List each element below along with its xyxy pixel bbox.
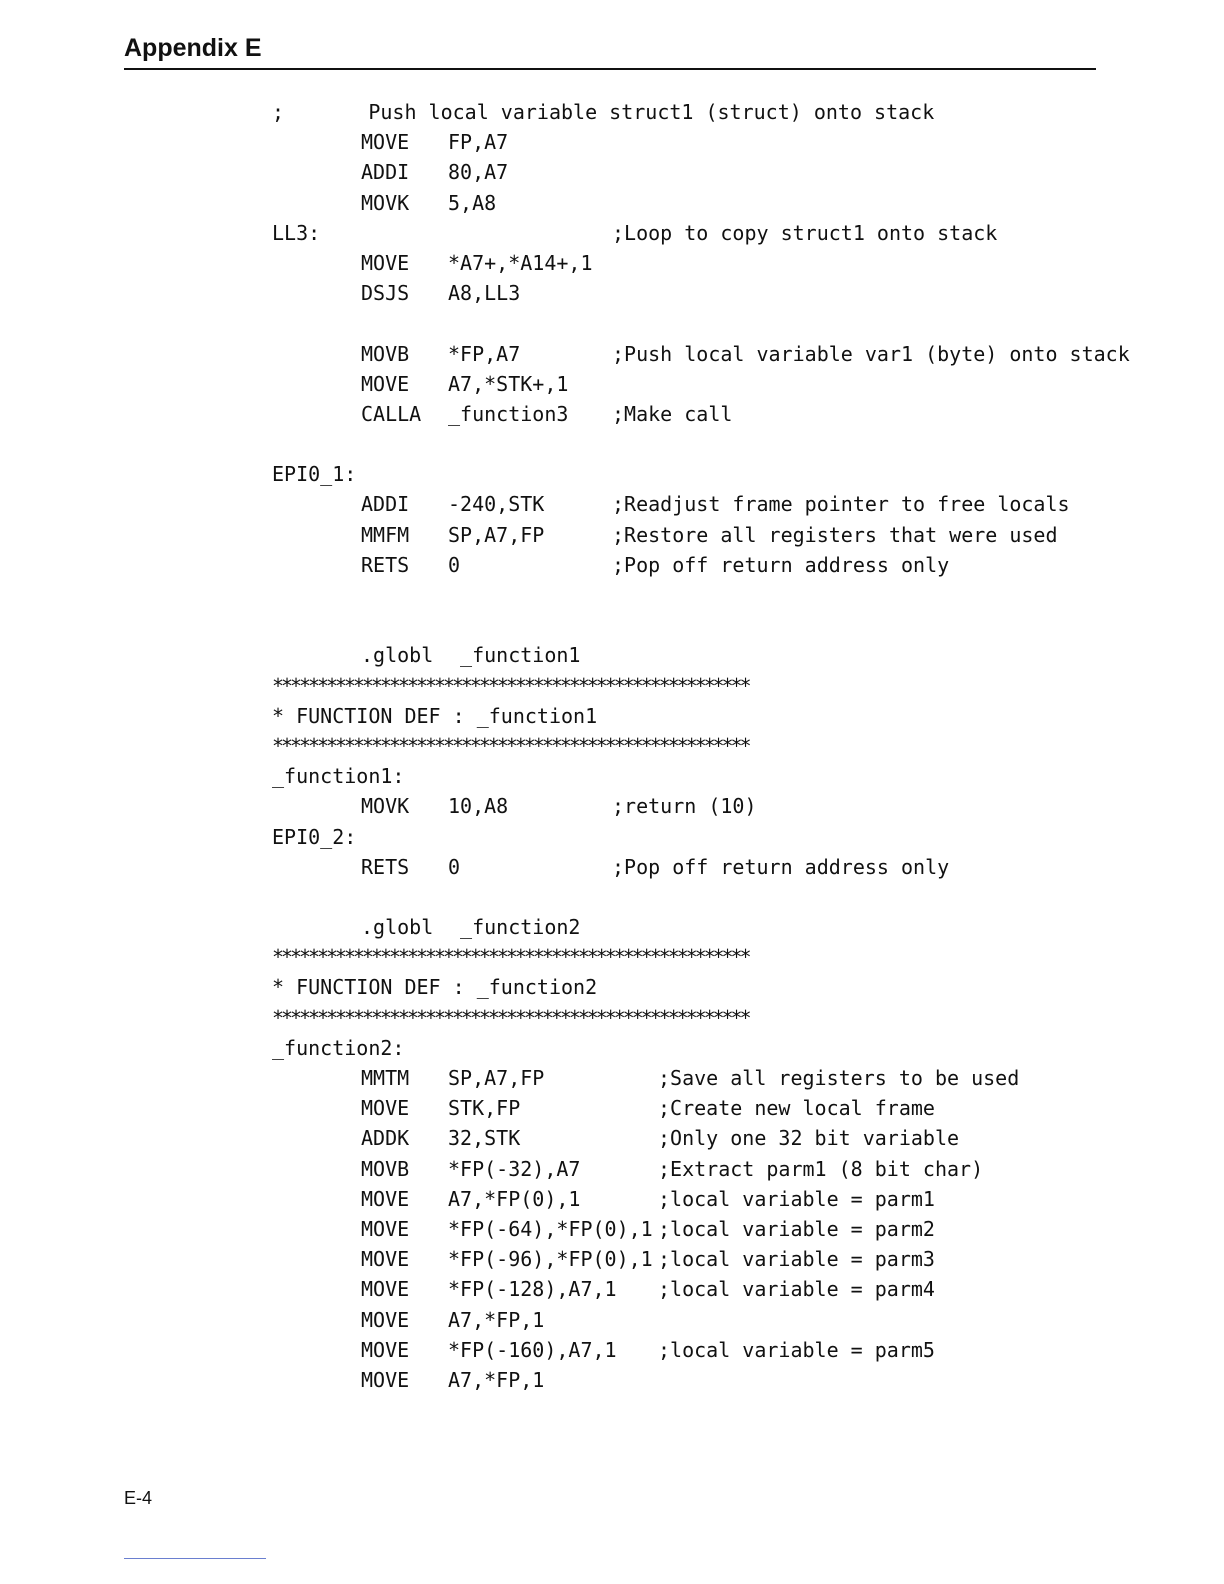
code-line bbox=[0, 1066, 1224, 1096]
code-line bbox=[0, 281, 1224, 311]
code-line bbox=[0, 1217, 1224, 1247]
code-line bbox=[0, 130, 1224, 160]
code-line bbox=[0, 794, 1224, 824]
code-comment: ;Push local variable var1 (byte) onto stack bbox=[612, 341, 1130, 366]
code-opcode: MMTM bbox=[361, 1066, 410, 1090]
code-comment-line: * FUNCTION DEF : _function2 bbox=[272, 975, 598, 1000]
code-comment: ;local variable = parm5 bbox=[658, 1337, 935, 1362]
code-comment: ;Only one 32 bit variable bbox=[658, 1126, 960, 1151]
code-line bbox=[0, 402, 1224, 432]
code-operands: -240,STK bbox=[448, 492, 545, 517]
code-line bbox=[0, 1187, 1224, 1217]
code-comment: ;Readjust frame pointer to free locals bbox=[612, 492, 1070, 517]
code-line bbox=[0, 583, 1224, 613]
code-line bbox=[0, 1036, 1224, 1066]
code-comment-line: ; Push local variable struct1 (struct) onto stack bbox=[272, 100, 935, 124]
code-opcode: MOVE bbox=[361, 1186, 410, 1211]
code-line bbox=[0, 704, 1224, 734]
asterisk-separator: ***************************************************** bbox=[272, 673, 749, 698]
code-line bbox=[0, 975, 1224, 1005]
code-operands: 32,STK bbox=[448, 1126, 521, 1151]
code-label: EPI0_2: bbox=[272, 824, 357, 849]
code-label: EPI0_1: bbox=[272, 462, 357, 487]
code-operands: 80,A7 bbox=[448, 160, 509, 185]
code-opcode: MOVE bbox=[361, 1216, 410, 1241]
code-opcode: DSJS bbox=[361, 281, 410, 306]
code-line bbox=[0, 492, 1224, 522]
code-opcode: CALLA bbox=[361, 401, 422, 426]
code-operands: *FP(-32),A7 bbox=[448, 1156, 581, 1181]
code-opcode: MOVB bbox=[361, 341, 410, 366]
code-line bbox=[0, 674, 1224, 704]
code-opcode: MOVE bbox=[361, 1096, 410, 1121]
code-line bbox=[0, 372, 1224, 402]
code-operands: A8,LL3 bbox=[448, 281, 521, 306]
code-line bbox=[0, 1277, 1224, 1307]
code-line bbox=[0, 1308, 1224, 1338]
code-comment: ;Save all registers to be used bbox=[658, 1066, 1020, 1090]
code-line bbox=[0, 462, 1224, 492]
code-line bbox=[0, 523, 1224, 553]
code-operands: SP,A7,FP bbox=[448, 522, 545, 547]
code-line bbox=[0, 221, 1224, 251]
code-opcode: MOVE bbox=[361, 250, 410, 275]
code-label: _function2: bbox=[272, 1035, 405, 1060]
code-comment: ;local variable = parm2 bbox=[658, 1216, 935, 1241]
code-line bbox=[0, 1247, 1224, 1277]
code-operands: FP,A7 bbox=[448, 130, 509, 155]
code-opcode: MMFM bbox=[361, 522, 410, 547]
code-operands: 5,A8 bbox=[448, 190, 497, 215]
code-opcode: .globl bbox=[361, 915, 434, 940]
code-opcode: .globl bbox=[361, 643, 434, 668]
code-line bbox=[0, 432, 1224, 462]
code-line bbox=[0, 1338, 1224, 1368]
code-line bbox=[0, 251, 1224, 281]
code-operands: 0 bbox=[448, 552, 461, 577]
asterisk-separator: ***************************************************** bbox=[272, 1005, 749, 1030]
code-comment: ;Make call bbox=[612, 401, 733, 426]
page-header-title: Appendix E bbox=[124, 34, 262, 62]
code-operands: *FP(-64),*FP(0),1 bbox=[448, 1216, 653, 1241]
code-operands: _function3 bbox=[448, 401, 569, 426]
code-line bbox=[0, 191, 1224, 221]
header-rule bbox=[124, 68, 1096, 70]
code-operands: *FP(-128),A7,1 bbox=[448, 1277, 617, 1302]
code-operands: SP,A7,FP bbox=[448, 1066, 545, 1090]
code-line bbox=[0, 915, 1224, 945]
code-line bbox=[0, 1157, 1224, 1187]
code-opcode: ADDK bbox=[361, 1126, 410, 1151]
code-operands: _function2 bbox=[448, 915, 581, 940]
code-comment: ;return (10) bbox=[612, 794, 757, 819]
code-label: _function1: bbox=[272, 764, 405, 789]
code-operands: A7,*FP,1 bbox=[448, 1367, 545, 1392]
code-operands: A7,*STK+,1 bbox=[448, 371, 569, 396]
code-opcode: MOVB bbox=[361, 1156, 410, 1181]
code-line bbox=[0, 825, 1224, 855]
page-number: E-4 bbox=[124, 1488, 153, 1508]
code-line bbox=[0, 1126, 1224, 1156]
code-comment: ;Loop to copy struct1 onto stack bbox=[612, 220, 998, 245]
code-comment: ;local variable = parm4 bbox=[658, 1277, 935, 1302]
code-line bbox=[0, 1096, 1224, 1126]
code-comment: ;Pop off return address only bbox=[612, 552, 950, 577]
code-comment: ;Create new local frame bbox=[658, 1096, 935, 1121]
code-line bbox=[0, 553, 1224, 583]
code-opcode: MOVE bbox=[361, 1337, 410, 1362]
code-operands: *FP(-160),A7,1 bbox=[448, 1337, 617, 1362]
code-line bbox=[0, 764, 1224, 794]
code-operands: *A7+,*A14+,1 bbox=[448, 250, 593, 275]
code-operands: _function1 bbox=[448, 643, 581, 668]
code-comment: ;Restore all registers that were used bbox=[612, 522, 1058, 547]
code-label: LL3: bbox=[272, 220, 321, 245]
code-opcode: RETS bbox=[361, 854, 410, 879]
code-operands: A7,*FP,1 bbox=[448, 1307, 545, 1332]
code-operands: STK,FP bbox=[448, 1096, 521, 1121]
code-opcode: MOVK bbox=[361, 794, 410, 819]
code-line bbox=[0, 1368, 1224, 1398]
code-opcode: ADDI bbox=[361, 492, 410, 517]
code-line bbox=[0, 613, 1224, 643]
code-line bbox=[0, 311, 1224, 341]
code-line bbox=[0, 1006, 1224, 1036]
code-operands: *FP(-96),*FP(0),1 bbox=[448, 1247, 653, 1272]
code-opcode: MOVE bbox=[361, 371, 410, 396]
code-line bbox=[0, 855, 1224, 885]
code-line bbox=[0, 100, 1224, 130]
code-opcode: MOVE bbox=[361, 1307, 410, 1332]
code-opcode: MOVE bbox=[361, 130, 410, 155]
code-operands: 10,A8 bbox=[448, 794, 509, 819]
code-opcode: MOVE bbox=[361, 1277, 410, 1302]
code-line bbox=[0, 734, 1224, 764]
code-line bbox=[0, 885, 1224, 915]
code-line bbox=[0, 160, 1224, 190]
footer-rule bbox=[124, 1558, 266, 1559]
code-opcode: ADDI bbox=[361, 160, 410, 185]
code-operands: A7,*FP(0),1 bbox=[448, 1186, 581, 1211]
code-opcode: MOVE bbox=[361, 1247, 410, 1272]
code-opcode: MOVE bbox=[361, 1367, 410, 1392]
code-comment: ;Pop off return address only bbox=[612, 854, 950, 879]
code-line bbox=[0, 945, 1224, 975]
code-line bbox=[0, 342, 1224, 372]
asterisk-separator: ***************************************************** bbox=[272, 733, 749, 758]
code-operands: 0 bbox=[448, 854, 461, 879]
code-comment: ;local variable = parm1 bbox=[658, 1186, 935, 1211]
assembly-code-listing bbox=[0, 100, 1224, 1398]
asterisk-separator: ***************************************************** bbox=[272, 945, 749, 970]
code-line bbox=[0, 643, 1224, 673]
code-comment-line: * FUNCTION DEF : _function1 bbox=[272, 703, 598, 728]
code-opcode: RETS bbox=[361, 552, 410, 577]
code-comment: ;Extract parm1 (8 bit char) bbox=[658, 1156, 984, 1181]
code-opcode: MOVK bbox=[361, 190, 410, 215]
code-comment: ;local variable = parm3 bbox=[658, 1247, 935, 1272]
code-operands: *FP,A7 bbox=[448, 341, 521, 366]
